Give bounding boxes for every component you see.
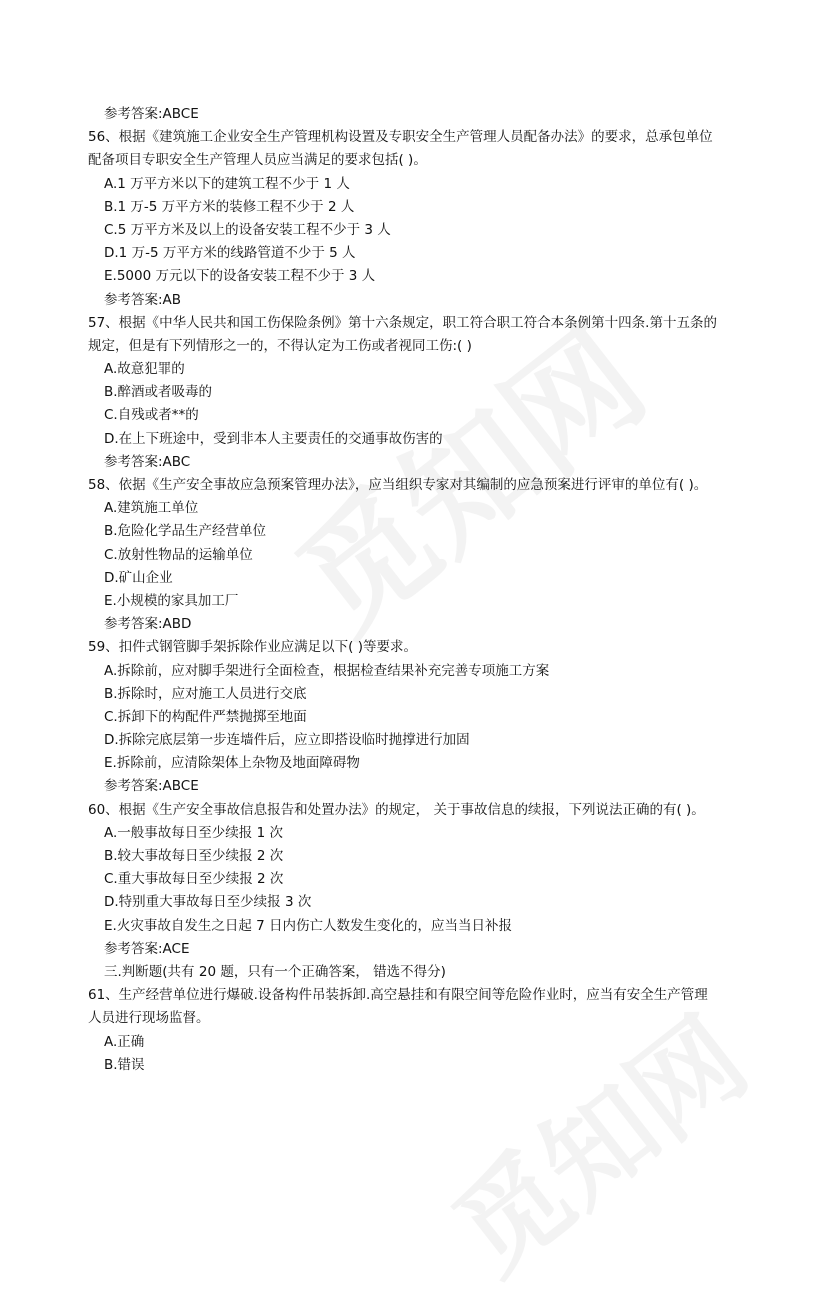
option-line: C.重大事故每日至少续报 2 次 [104,871,284,888]
option-line: C.放射性物品的运输单位 [104,546,253,563]
exam-content [0,103,830,1077]
answer-line: 参考答案:ABD [104,616,192,633]
option-line: A.正确 [104,1033,145,1050]
option-line: D.1 万-5 万平方米的线路管道不少于 5 人 [104,245,356,262]
option-line: E.小规模的家具加工厂 [104,592,239,609]
answer-line: 参考答案:ABCE [104,778,199,795]
option-line: C.5 万平方米及以上的设备安装工程不少于 3 人 [104,221,391,238]
option-line: E.5000 万元以下的设备安装工程不少于 3 人 [104,268,376,285]
option-line: A.一般事故每日至少续报 1 次 [104,824,283,841]
option-line: C.自残或者**的 [104,407,199,424]
option-line: A.建筑施工单位 [104,500,199,517]
option-line: D.矿山企业 [104,569,173,586]
option-line: B.错误 [104,1056,145,1073]
option-line: A.故意犯罪的 [104,361,185,378]
option-line: D.在上下班途中，受到非本人主要责任的交通事故伤害的 [104,430,443,447]
question-line: 56、根据《建筑施工企业安全生产管理机构设置及专职安全生产管理人员配备办法》的要求，总承包单位 [88,129,713,146]
section-heading: 三.判断题(共有 20 题，只有一个正确答案， 错选不得分) [104,963,446,980]
answer-line: 参考答案:ACE [104,940,190,957]
option-line: E.拆除前，应清除架体上杂物及地面障碍物 [104,755,360,772]
option-line: E.火灾事故自发生之日起 7 日内伤亡人数发生变化的，应当当日补报 [104,917,512,934]
answer-line: 参考答案:ABC [104,453,191,470]
option-line: B.1 万-5 万平方米的装修工程不少于 2 人 [104,198,355,215]
answer-line: 参考答案:ABCE [104,106,199,122]
question-continuation-line: 配备项目专职安全生产管理人员应当满足的要求包括( )。 [88,152,427,169]
option-line: B.较大事故每日至少续报 2 次 [104,848,284,864]
option-line: B.拆除时，应对施工人员进行交底 [104,685,307,702]
question-line: 57、根据《中华人民共和国工伤保险条例》第十六条规定，职工符合职工符合本条例第十四条.第十五条的 [88,314,717,331]
option-line: C.拆卸下的构配件严禁抛掷至地面 [104,708,307,725]
option-line: D.特别重大事故每日至少续报 3 次 [104,894,312,911]
question-line: 60、根据《生产安全事故信息报告和处置办法》的规定， 关于事故信息的续报，下列说法正确的有( )。 [88,801,705,818]
option-line: A.1 万平方米以下的建筑工程不少于 1 人 [104,175,350,192]
option-line: B.醉酒或者吸毒的 [104,384,213,401]
option-line: D.拆除完底层第一步连墙件后，应立即搭设临时抛撑进行加固 [104,732,470,749]
answer-line: 参考答案:AB [104,291,182,308]
question-continuation-line: 人员进行现场监督。 [88,1010,210,1027]
option-line: B.危险化学品生产经营单位 [104,523,267,540]
question-line: 59、扣件式钢管脚手架拆除作业应满足以下( )等要求。 [88,639,418,656]
question-line: 61、生产经营单位进行爆破.设备构件吊装拆卸.高空悬挂和有限空间等危险作业时，应当有安全生产管理 [88,987,708,1004]
option-line: A.拆除前，应对脚手架进行全面检查，根据检查结果补充完善专项施工方案 [104,662,550,679]
question-line: 58、依据《生产安全事故应急预案管理办法》，应当组织专家对其编制的应急预案进行评审的单位有( )。 [88,477,708,493]
question-continuation-line: 规定，但是有下列情形之一的，不得认定为工伤或者视同工伤:( ) [88,337,472,354]
